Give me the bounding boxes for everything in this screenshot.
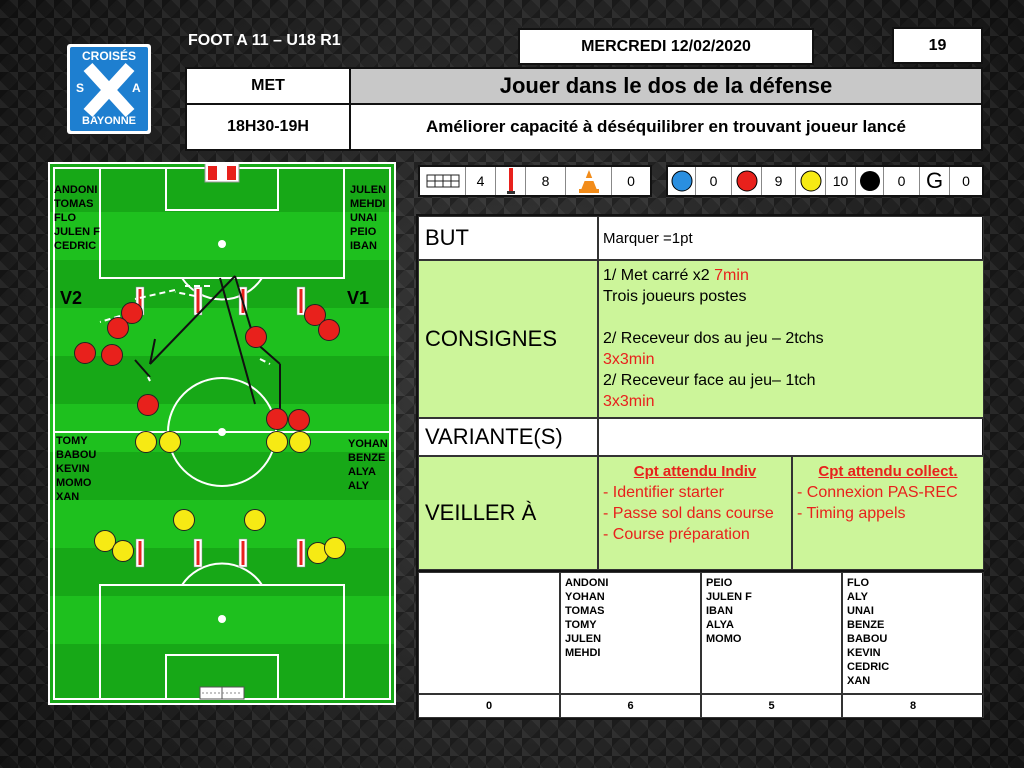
group-player: XAN	[847, 675, 871, 687]
pole-count: 8	[526, 167, 566, 195]
red-player-dot	[318, 319, 340, 341]
goal-equipment-icon	[420, 167, 466, 195]
group-player: MOMO	[706, 633, 742, 645]
zone-label-left: V2	[60, 288, 83, 308]
indiv-item: - Passe sol dans course	[603, 505, 774, 522]
group-player: UNAI	[847, 605, 874, 617]
collective-behaviour	[792, 456, 984, 570]
team-top-right-list	[350, 183, 386, 253]
group-1-count: 0	[418, 694, 560, 718]
player-name: TOMAS	[54, 198, 94, 210]
variantes-label: VARIANTE(S)	[418, 418, 598, 456]
group-player: ANDONI	[565, 577, 609, 589]
red-bib-icon	[732, 167, 762, 195]
yellow-player-dot	[135, 431, 157, 453]
player-name: ANDONI	[54, 184, 98, 196]
yellow-bib-icon	[796, 167, 826, 195]
exercise-theme: Jouer dans le dos de la défense	[349, 67, 983, 105]
consigne-4-time: 3x3min	[603, 393, 655, 410]
goalkeeper-bib-icon: G	[920, 167, 950, 195]
session-date: MERCREDI 12/02/2020	[518, 28, 814, 65]
red-player-dot	[107, 317, 129, 339]
team-bottom-right-list	[348, 437, 388, 493]
player-name: PEIO	[350, 226, 377, 238]
exercise-type: MET	[185, 67, 351, 105]
player-name: KEVIN	[56, 463, 90, 475]
player-name: IBAN	[350, 240, 377, 252]
exercise-table	[416, 214, 984, 570]
exercise-objective: Améliorer capacité à déséquilibrer en trouvant joueur lancé	[349, 103, 983, 151]
group-1	[418, 572, 560, 694]
session-time: 18H30-19H	[185, 103, 351, 151]
collect-item: - Timing appels	[797, 505, 906, 522]
team-bottom-left-list	[56, 434, 96, 504]
logo-bottom-text: BAYONNE	[82, 115, 136, 127]
logo-top-text: CROISÉS	[81, 49, 136, 63]
indiv-behaviour	[598, 456, 792, 570]
indiv-title: Cpt attendu Indiv	[633, 463, 757, 480]
group-player: IBAN	[706, 605, 733, 617]
player-name: JULEN	[350, 184, 387, 196]
variantes-text	[598, 418, 984, 456]
player-name: BABOU	[56, 449, 97, 461]
player-name: CEDRIC	[54, 240, 97, 252]
player-name: JULEN F	[54, 226, 100, 238]
black-bib-icon	[856, 167, 884, 195]
consignes-text	[598, 260, 984, 418]
blue-count: 0	[696, 167, 732, 195]
red-count: 9	[762, 167, 796, 195]
yellow-player-dot	[173, 509, 195, 531]
collect-item: - Connexion PAS-REC	[797, 484, 958, 501]
groups-table	[416, 570, 984, 720]
group-player: BENZE	[847, 619, 885, 631]
red-player-dot	[137, 394, 159, 416]
yellow-player-dot	[112, 540, 134, 562]
yellow-player-dot	[289, 431, 311, 453]
player-name: MEHDI	[350, 198, 386, 210]
zone-label-right: V1	[347, 288, 370, 308]
consigne-3: 2/ Receveur dos au jeu – 2tchs	[603, 330, 824, 347]
group-4-count: 8	[842, 694, 984, 718]
collect-title: Cpt attendu collect.	[818, 463, 958, 480]
player-name: UNAI	[350, 212, 377, 224]
black-count: 0	[884, 167, 920, 195]
group-player: CEDRIC	[847, 661, 890, 673]
yellow-player-dot	[244, 509, 266, 531]
consigne-4: 2/ Receveur face au jeu– 1tch	[603, 372, 816, 389]
player-name: ALYA	[348, 466, 376, 478]
goalkeeper-count: 0	[962, 173, 970, 189]
consigne-2: Trois joueurs postes	[603, 288, 747, 305]
group-player: FLO	[847, 577, 869, 589]
red-player-dot	[101, 344, 123, 366]
group-player: BABOU	[847, 633, 888, 645]
blue-bib-icon	[668, 167, 696, 195]
group-player: ALY	[847, 591, 868, 603]
equipment-bar-material	[418, 165, 652, 197]
indiv-item: - Course préparation	[603, 526, 750, 543]
player-dots	[50, 164, 394, 703]
pole-equipment-icon	[496, 167, 526, 195]
consigne-3-time: 3x3min	[603, 351, 655, 368]
group-player: ALYA	[706, 619, 734, 631]
yellow-player-dot	[324, 537, 346, 559]
group-player: JULEN F	[706, 591, 752, 603]
group-2-count: 6	[560, 694, 701, 718]
veiller-label: VEILLER À	[418, 456, 598, 570]
indiv-item: - Identifier starter	[603, 484, 724, 501]
group-player: PEIO	[706, 577, 733, 589]
player-name: FLO	[54, 212, 76, 224]
group-player: TOMAS	[565, 605, 605, 617]
session-category: FOOT A 11 – U18 R1	[188, 32, 341, 49]
session-number: 19	[892, 27, 983, 64]
group-player: MEHDI	[565, 647, 601, 659]
red-player-dot	[245, 326, 267, 348]
player-name: MOMO	[56, 477, 92, 489]
player-name: YOHAN	[348, 438, 388, 450]
red-player-dot	[74, 342, 96, 364]
yellow-count: 10	[826, 167, 856, 195]
player-name: XAN	[56, 491, 80, 503]
group-3-count: 5	[701, 694, 842, 718]
player-name: TOMY	[56, 435, 88, 447]
group-player: TOMY	[565, 619, 597, 631]
group-player: KEVIN	[847, 647, 881, 659]
logo-letter-right: A	[132, 81, 141, 95]
group-4	[842, 572, 984, 694]
cone-equipment-icon	[566, 167, 612, 195]
red-player-dot	[288, 409, 310, 431]
group-player: YOHAN	[565, 591, 605, 603]
group-player: JULEN	[565, 633, 602, 645]
consigne-1-time: 7min	[714, 267, 749, 284]
goal-count: 4	[466, 167, 496, 195]
player-name: ALY	[348, 480, 369, 492]
group-3	[701, 572, 842, 694]
football-pitch	[50, 164, 394, 703]
yellow-player-dot	[159, 431, 181, 453]
consignes-label: CONSIGNES	[418, 260, 598, 418]
player-name: BENZE	[348, 452, 386, 464]
consigne-1: 1/ Met carré x2	[603, 267, 710, 284]
but-label: BUT	[418, 216, 598, 260]
but-text: Marquer =1pt	[598, 216, 984, 260]
yellow-player-dot	[266, 431, 288, 453]
red-player-dot	[266, 408, 288, 430]
cone-count: 0	[627, 173, 635, 189]
equipment-bar-bibs	[666, 165, 984, 197]
team-top-left-list	[54, 183, 100, 253]
club-logo	[66, 43, 152, 135]
logo-letter-left: S	[76, 81, 85, 95]
group-2	[560, 572, 701, 694]
